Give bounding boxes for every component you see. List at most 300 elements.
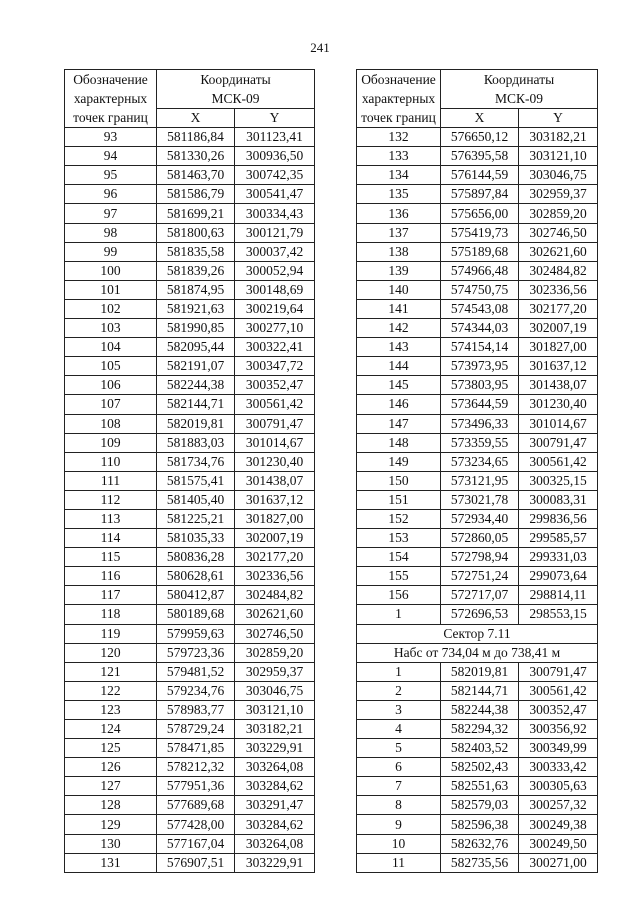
table-row [357, 796, 598, 815]
table-row [357, 204, 598, 223]
x-coordinate-cell: 581990,85 [157, 319, 235, 338]
y-coordinate-cell: 302484,82 [519, 261, 598, 280]
table-row [357, 834, 598, 853]
point-number-cell: 97 [65, 204, 157, 223]
y-coordinate-cell: 301230,40 [235, 452, 315, 471]
table-row [65, 777, 315, 796]
table-row [357, 720, 598, 739]
table-row [65, 319, 315, 338]
y-coordinate-cell: 300249,38 [519, 815, 598, 834]
point-number-cell: 1 [357, 605, 441, 624]
x-coordinate-cell: 582244,38 [441, 700, 519, 719]
x-coordinate-cell: 577689,68 [157, 796, 235, 815]
x-coordinate-cell: 582144,71 [441, 681, 519, 700]
x-column-header: X [441, 109, 519, 128]
point-number-cell: 99 [65, 242, 157, 261]
table-row [65, 433, 315, 452]
y-coordinate-cell: 300083,31 [519, 490, 598, 509]
table-row [65, 242, 315, 261]
x-coordinate-cell: 581586,79 [157, 185, 235, 204]
table-row [65, 796, 315, 815]
y-coordinate-cell: 303264,08 [235, 834, 315, 853]
table-row [357, 433, 598, 452]
table-row [357, 681, 598, 700]
table-row [357, 299, 598, 318]
table-row [65, 624, 315, 643]
y-coordinate-cell: 300052,94 [235, 261, 315, 280]
point-number-cell: 95 [65, 166, 157, 185]
x-coordinate-cell: 575189,68 [441, 242, 519, 261]
y-coordinate-cell: 301438,07 [235, 471, 315, 490]
point-number-cell: 148 [357, 433, 441, 452]
y-coordinate-cell: 302007,19 [235, 529, 315, 548]
y-coordinate-cell: 302959,37 [519, 185, 598, 204]
x-coordinate-cell: 573359,55 [441, 433, 519, 452]
point-number-cell: 145 [357, 376, 441, 395]
point-number-cell: 120 [65, 643, 157, 662]
y-coordinate-cell: 303291,47 [235, 796, 315, 815]
table-row [65, 853, 315, 872]
x-coordinate-cell: 581035,33 [157, 529, 235, 548]
x-coordinate-cell: 574966,48 [441, 261, 519, 280]
table-row [357, 185, 598, 204]
x-coordinate-cell: 573021,78 [441, 490, 519, 509]
table-row [65, 204, 315, 223]
point-number-cell: 142 [357, 319, 441, 338]
y-coordinate-cell: 302746,50 [235, 624, 315, 643]
header-label-line: Обозначение [361, 72, 436, 88]
x-coordinate-cell: 581463,70 [157, 166, 235, 185]
point-number-cell: 133 [357, 147, 441, 166]
point-number-cell: 111 [65, 471, 157, 490]
table-row [65, 548, 315, 567]
y-coordinate-cell: 300277,10 [235, 319, 315, 338]
x-coordinate-cell: 573121,95 [441, 471, 519, 490]
x-coordinate-cell: 575419,73 [441, 223, 519, 242]
point-number-cell: 135 [357, 185, 441, 204]
y-coordinate-cell: 300936,50 [235, 147, 315, 166]
y-coordinate-cell: 302746,50 [519, 223, 598, 242]
table-row [357, 853, 598, 872]
y-coordinate-cell: 300121,79 [235, 223, 315, 242]
y-coordinate-cell: 300271,00 [519, 853, 598, 872]
table-row [65, 739, 315, 758]
table-row [65, 223, 315, 242]
point-number-cell: 4 [357, 720, 441, 739]
x-coordinate-cell: 582244,38 [157, 376, 235, 395]
y-coordinate-cell: 300791,47 [519, 662, 598, 681]
x-coordinate-cell: 582294,32 [441, 720, 519, 739]
right-table-body [357, 128, 598, 624]
x-coordinate-cell: 578729,24 [157, 720, 235, 739]
y-coordinate-cell: 299331,03 [519, 548, 598, 567]
point-number-cell: 126 [65, 758, 157, 777]
table-row [357, 567, 598, 586]
x-column-header: X [157, 109, 235, 128]
x-coordinate-cell: 572717,07 [441, 586, 519, 605]
point-number-cell: 119 [65, 624, 157, 643]
table-row [65, 834, 315, 853]
table-row [357, 280, 598, 299]
coordinates-header [157, 70, 315, 109]
point-number-cell: 139 [357, 261, 441, 280]
y-coordinate-cell: 303182,21 [235, 720, 315, 739]
y-coordinate-cell: 303229,91 [235, 739, 315, 758]
point-designation-header [65, 70, 157, 128]
point-number-cell: 5 [357, 739, 441, 758]
point-number-cell: 144 [357, 357, 441, 376]
point-number-cell: 10 [357, 834, 441, 853]
sector-table-body [357, 662, 598, 872]
table-row [357, 662, 598, 681]
point-number-cell: 2 [357, 681, 441, 700]
x-coordinate-cell: 581186,84 [157, 128, 235, 147]
table-row [65, 567, 315, 586]
table-row [65, 605, 315, 624]
y-coordinate-cell: 301438,07 [519, 376, 598, 395]
table-row [357, 261, 598, 280]
point-number-cell: 131 [65, 853, 157, 872]
x-coordinate-cell: 581330,26 [157, 147, 235, 166]
y-coordinate-cell: 300257,32 [519, 796, 598, 815]
y-coordinate-cell: 302177,20 [235, 548, 315, 567]
y-coordinate-cell: 300561,42 [235, 395, 315, 414]
point-number-cell: 101 [65, 280, 157, 299]
x-coordinate-cell: 574154,14 [441, 338, 519, 357]
table-row [65, 280, 315, 299]
point-number-cell: 98 [65, 223, 157, 242]
point-number-cell: 3 [357, 700, 441, 719]
x-coordinate-cell: 582403,52 [441, 739, 519, 758]
y-column-header: Y [519, 109, 598, 128]
header-label-line: точек границ [73, 110, 148, 126]
y-coordinate-cell: 300742,35 [235, 166, 315, 185]
point-number-cell: 117 [65, 586, 157, 605]
x-coordinate-cell: 582551,63 [441, 777, 519, 796]
table-row [357, 452, 598, 471]
table-row [65, 529, 315, 548]
table-row [357, 414, 598, 433]
sector-header [357, 624, 598, 662]
point-number-cell: 93 [65, 128, 157, 147]
y-coordinate-cell: 298553,15 [519, 605, 598, 624]
x-coordinate-cell: 582596,38 [441, 815, 519, 834]
y-coordinate-cell: 300334,43 [235, 204, 315, 223]
x-coordinate-cell: 572798,94 [441, 548, 519, 567]
x-coordinate-cell: 581839,26 [157, 261, 235, 280]
x-coordinate-cell: 577428,00 [157, 815, 235, 834]
sector-title: Сектор 7.11 [357, 624, 598, 643]
point-number-cell: 136 [357, 204, 441, 223]
y-coordinate-cell: 300791,47 [235, 414, 315, 433]
point-number-cell: 6 [357, 758, 441, 777]
y-coordinate-cell: 301014,67 [519, 414, 598, 433]
y-coordinate-cell: 303182,21 [519, 128, 598, 147]
point-number-cell: 9 [357, 815, 441, 834]
point-number-cell: 134 [357, 166, 441, 185]
y-coordinate-cell: 300541,47 [235, 185, 315, 204]
y-coordinate-cell: 302859,20 [235, 643, 315, 662]
point-number-cell: 149 [357, 452, 441, 471]
table-row [357, 758, 598, 777]
x-coordinate-cell: 581405,40 [157, 490, 235, 509]
y-coordinate-cell: 300249,50 [519, 834, 598, 853]
point-number-cell: 118 [65, 605, 157, 624]
point-number-cell: 127 [65, 777, 157, 796]
x-coordinate-cell: 581921,63 [157, 299, 235, 318]
table-row [65, 758, 315, 777]
table-row [65, 509, 315, 528]
point-number-cell: 113 [65, 509, 157, 528]
point-number-cell: 124 [65, 720, 157, 739]
point-number-cell: 100 [65, 261, 157, 280]
y-coordinate-cell: 300322,41 [235, 338, 315, 357]
point-number-cell: 8 [357, 796, 441, 815]
table-row [357, 777, 598, 796]
y-coordinate-cell: 301637,12 [235, 490, 315, 509]
y-coordinate-cell: 301827,00 [519, 338, 598, 357]
x-coordinate-cell: 581699,21 [157, 204, 235, 223]
table-row [65, 452, 315, 471]
x-coordinate-cell: 582735,56 [441, 853, 519, 872]
y-coordinate-cell: 300561,42 [519, 452, 598, 471]
coordinates-title: Координаты [200, 72, 271, 87]
left-table-body [65, 128, 315, 873]
table-row [65, 261, 315, 280]
x-coordinate-cell: 578212,32 [157, 758, 235, 777]
table-row [65, 128, 315, 147]
point-number-cell: 128 [65, 796, 157, 815]
point-number-cell: 114 [65, 529, 157, 548]
x-coordinate-cell: 579234,76 [157, 681, 235, 700]
x-coordinate-cell: 578471,85 [157, 739, 235, 758]
table-row [357, 147, 598, 166]
table-row [65, 376, 315, 395]
table-row [357, 586, 598, 605]
x-coordinate-cell: 577167,04 [157, 834, 235, 853]
point-number-cell: 154 [357, 548, 441, 567]
table-row [357, 815, 598, 834]
table-row [357, 242, 598, 261]
point-number-cell: 108 [65, 414, 157, 433]
y-coordinate-cell: 302484,82 [235, 586, 315, 605]
point-number-cell: 140 [357, 280, 441, 299]
x-coordinate-cell: 572696,53 [441, 605, 519, 624]
table-row [65, 166, 315, 185]
y-coordinate-cell: 300349,99 [519, 739, 598, 758]
x-coordinate-cell: 572751,24 [441, 567, 519, 586]
y-coordinate-cell: 300352,47 [519, 700, 598, 719]
x-coordinate-cell: 574750,75 [441, 280, 519, 299]
point-number-cell: 109 [65, 433, 157, 452]
point-designation-header [357, 70, 441, 128]
x-coordinate-cell: 573644,59 [441, 395, 519, 414]
table-row [357, 357, 598, 376]
table-row [357, 395, 598, 414]
x-coordinate-cell: 582632,76 [441, 834, 519, 853]
y-coordinate-cell: 302177,20 [519, 299, 598, 318]
table-row [65, 681, 315, 700]
table-row [65, 471, 315, 490]
point-number-cell: 130 [65, 834, 157, 853]
point-number-cell: 151 [357, 490, 441, 509]
header-label-line: характерных [73, 91, 148, 107]
x-coordinate-cell: 577951,36 [157, 777, 235, 796]
x-coordinate-cell: 582095,44 [157, 338, 235, 357]
point-number-cell: 138 [357, 242, 441, 261]
point-number-cell: 115 [65, 548, 157, 567]
y-coordinate-cell: 300148,69 [235, 280, 315, 299]
table-row [357, 739, 598, 758]
x-coordinate-cell: 581883,03 [157, 433, 235, 452]
point-number-cell: 11 [357, 853, 441, 872]
x-coordinate-cell: 579723,36 [157, 643, 235, 662]
x-coordinate-cell: 581800,63 [157, 223, 235, 242]
table-row [357, 471, 598, 490]
point-number-cell: 116 [65, 567, 157, 586]
x-coordinate-cell: 573973,95 [441, 357, 519, 376]
x-coordinate-cell: 582019,81 [157, 414, 235, 433]
y-coordinate-cell: 300037,42 [235, 242, 315, 261]
header-label-line: характерных [361, 91, 436, 107]
point-number-cell: 7 [357, 777, 441, 796]
x-coordinate-cell: 572860,05 [441, 529, 519, 548]
point-number-cell: 123 [65, 700, 157, 719]
point-number-cell: 96 [65, 185, 157, 204]
x-coordinate-cell: 581575,41 [157, 471, 235, 490]
point-number-cell: 143 [357, 338, 441, 357]
point-number-cell: 1 [357, 662, 441, 681]
x-coordinate-cell: 575897,84 [441, 185, 519, 204]
point-number-cell: 107 [65, 395, 157, 414]
point-number-cell: 153 [357, 529, 441, 548]
y-coordinate-cell: 302621,60 [235, 605, 315, 624]
table-row [65, 395, 315, 414]
x-coordinate-cell: 580189,68 [157, 605, 235, 624]
table-row [65, 490, 315, 509]
point-number-cell: 104 [65, 338, 157, 357]
y-coordinate-cell: 300219,64 [235, 299, 315, 318]
point-number-cell: 122 [65, 681, 157, 700]
y-coordinate-cell: 302336,56 [519, 280, 598, 299]
point-number-cell: 156 [357, 586, 441, 605]
table-row [65, 586, 315, 605]
y-coordinate-cell: 300356,92 [519, 720, 598, 739]
y-coordinate-cell: 303121,10 [235, 700, 315, 719]
point-number-cell: 121 [65, 662, 157, 681]
coordinate-system: МСК-09 [211, 91, 260, 106]
point-number-cell: 137 [357, 223, 441, 242]
table-row [65, 720, 315, 739]
y-coordinate-cell: 300561,42 [519, 681, 598, 700]
y-coordinate-cell: 299073,64 [519, 567, 598, 586]
table-row [357, 376, 598, 395]
x-coordinate-cell: 579959,63 [157, 624, 235, 643]
y-coordinate-cell: 303264,08 [235, 758, 315, 777]
x-coordinate-cell: 574543,08 [441, 299, 519, 318]
table-row [357, 509, 598, 528]
y-coordinate-cell: 303229,91 [235, 853, 315, 872]
y-coordinate-cell: 303284,62 [235, 777, 315, 796]
x-coordinate-cell: 575656,00 [441, 204, 519, 223]
x-coordinate-cell: 572934,40 [441, 509, 519, 528]
coordinate-system: МСК-09 [494, 91, 543, 106]
y-coordinate-cell: 301014,67 [235, 433, 315, 452]
y-coordinate-cell: 302621,60 [519, 242, 598, 261]
point-number-cell: 152 [357, 509, 441, 528]
coordinates-header [441, 70, 598, 109]
table-row [65, 147, 315, 166]
y-coordinate-cell: 301827,00 [235, 509, 315, 528]
point-number-cell: 103 [65, 319, 157, 338]
y-coordinate-cell: 302007,19 [519, 319, 598, 338]
point-number-cell: 155 [357, 567, 441, 586]
y-coordinate-cell: 303046,75 [235, 681, 315, 700]
y-coordinate-cell: 301637,12 [519, 357, 598, 376]
y-coordinate-cell: 301230,40 [519, 395, 598, 414]
table-row [65, 338, 315, 357]
left-coordinates-table [64, 69, 315, 873]
y-coordinate-cell: 303121,10 [519, 147, 598, 166]
y-coordinate-cell: 302959,37 [235, 662, 315, 681]
table-row [357, 166, 598, 185]
y-column-header: Y [235, 109, 315, 128]
x-coordinate-cell: 580836,28 [157, 548, 235, 567]
point-number-cell: 106 [65, 376, 157, 395]
point-number-cell: 146 [357, 395, 441, 414]
table-row [65, 299, 315, 318]
table-row [357, 548, 598, 567]
table-row [65, 185, 315, 204]
table-row [357, 605, 598, 624]
point-number-cell: 141 [357, 299, 441, 318]
table-row [357, 223, 598, 242]
point-number-cell: 110 [65, 452, 157, 471]
right-coordinates-table [356, 69, 598, 873]
x-coordinate-cell: 582579,03 [441, 796, 519, 815]
x-coordinate-cell: 582502,43 [441, 758, 519, 777]
point-number-cell: 112 [65, 490, 157, 509]
point-number-cell: 132 [357, 128, 441, 147]
x-coordinate-cell: 576907,51 [157, 853, 235, 872]
table-row [65, 414, 315, 433]
table-row [357, 338, 598, 357]
header-label-line: Обозначение [73, 72, 148, 88]
point-number-cell: 150 [357, 471, 441, 490]
table-row [65, 662, 315, 681]
table-row [65, 357, 315, 376]
x-coordinate-cell: 576144,59 [441, 166, 519, 185]
x-coordinate-cell: 580628,61 [157, 567, 235, 586]
x-coordinate-cell: 581225,21 [157, 509, 235, 528]
y-coordinate-cell: 300325,15 [519, 471, 598, 490]
x-coordinate-cell: 574344,03 [441, 319, 519, 338]
page-number: 241 [310, 40, 330, 55]
y-coordinate-cell: 302336,56 [235, 567, 315, 586]
y-coordinate-cell: 299836,56 [519, 509, 598, 528]
y-coordinate-cell: 302859,20 [519, 204, 598, 223]
point-number-cell: 129 [65, 815, 157, 834]
y-coordinate-cell: 299585,57 [519, 529, 598, 548]
y-coordinate-cell: 300333,42 [519, 758, 598, 777]
y-coordinate-cell: 300791,47 [519, 433, 598, 452]
table-row [357, 529, 598, 548]
x-coordinate-cell: 576395,58 [441, 147, 519, 166]
point-number-cell: 105 [65, 357, 157, 376]
x-coordinate-cell: 579481,52 [157, 662, 235, 681]
x-coordinate-cell: 581835,58 [157, 242, 235, 261]
table-row [357, 319, 598, 338]
